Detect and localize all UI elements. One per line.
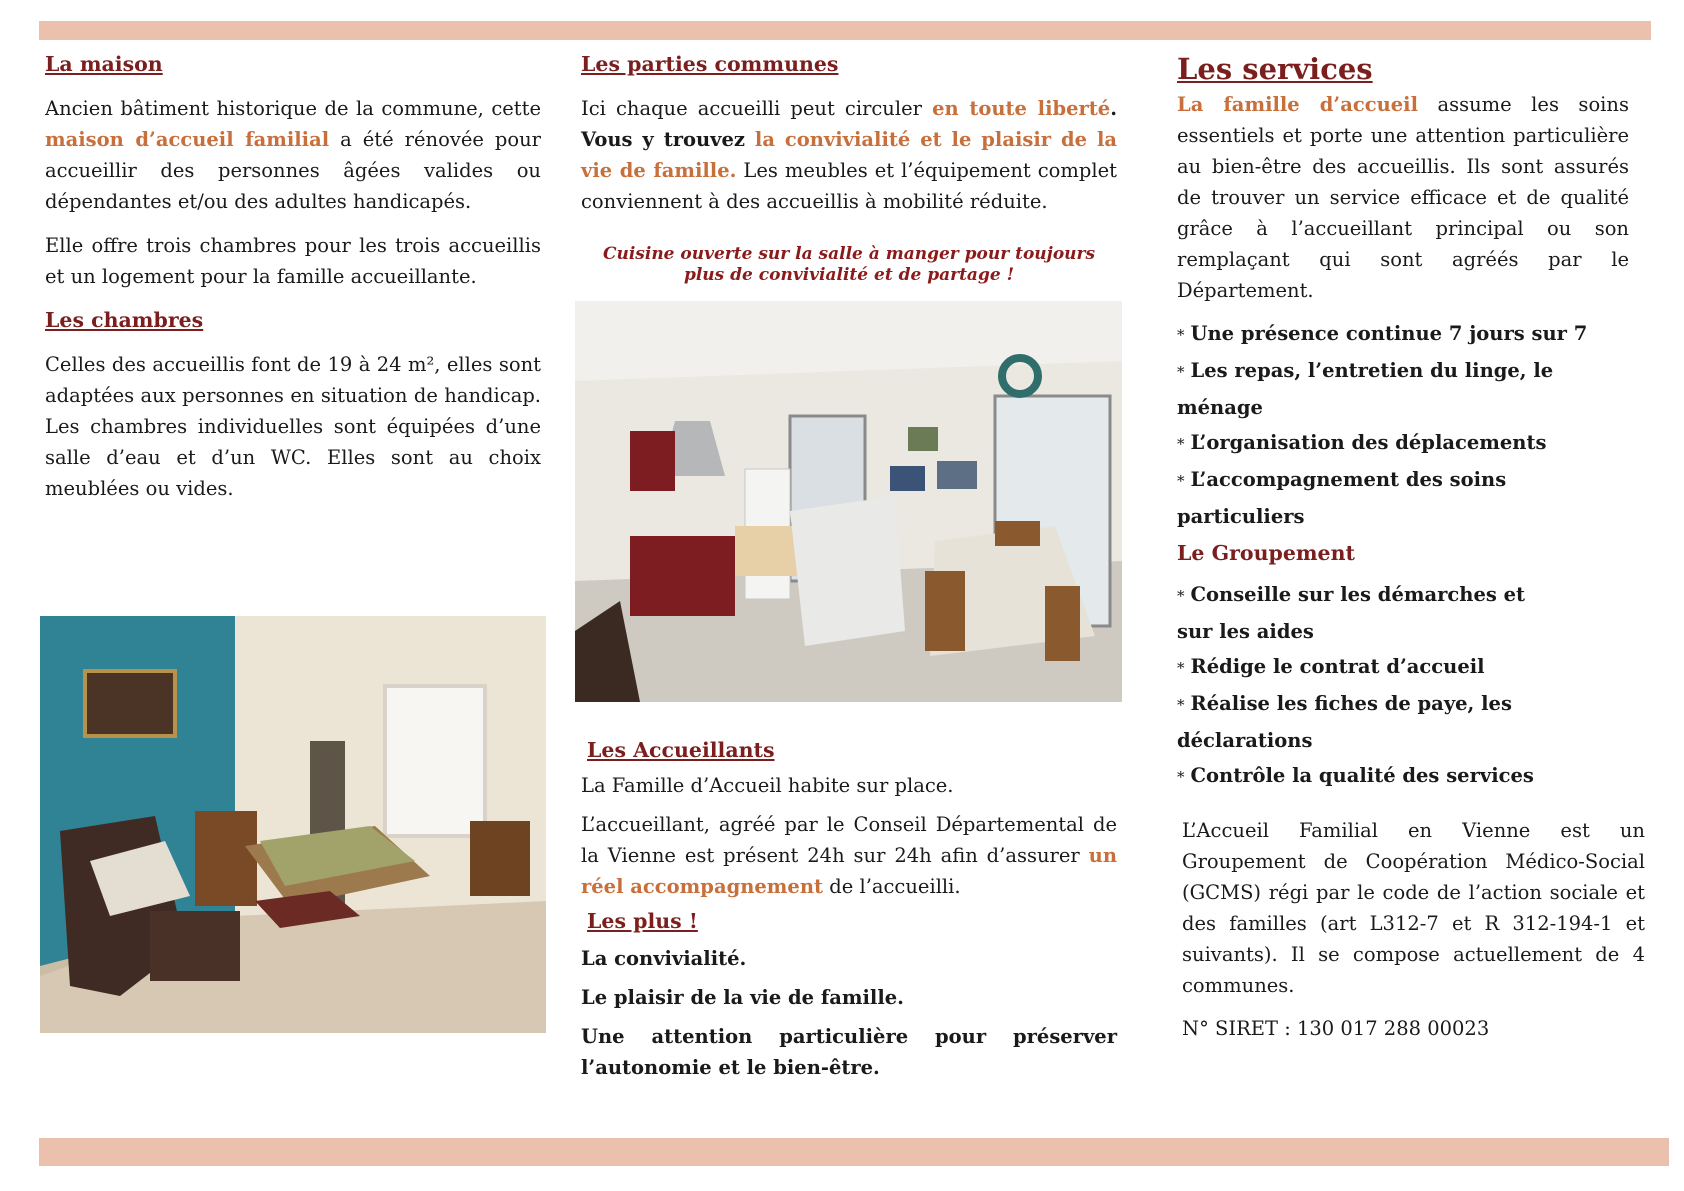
highlight-famille-accueil: La famille d’accueil: [1177, 93, 1418, 116]
service-item: * L’accompagnement des soins particuliers: [1177, 468, 1507, 528]
plus-item-2: Le plaisir de la vie de famille.: [581, 986, 904, 1009]
bedroom-photo: [40, 616, 546, 1033]
chambres-paragraph: Celles des accueillis font de 19 à 24 m², elles sont adaptées aux personnes en situation de handicap. Les chambres individuelles sont équipées d’une salle d’eau et d’un WC. Elles sont au choix meublées ou vides.: [45, 353, 541, 500]
column-maison: [45, 49, 541, 517]
highlight-toute-liberte: en toute liberté: [932, 97, 1111, 120]
heading-le-groupement: Le Groupement: [1177, 541, 1355, 565]
highlight-reel-accompagnement: un réel accompagnement: [581, 844, 1117, 898]
heading-les-chambres: Les chambres: [45, 308, 204, 332]
kitchen-photo: [575, 301, 1122, 702]
heading-les-plus: Les plus !: [587, 909, 698, 933]
service-item: * Les repas, l’entretien du linge, le ménage: [1177, 359, 1554, 419]
column-accueillants: [581, 735, 1117, 1083]
maison-paragraph-2: Elle offre trois chambres pour les trois accueillis et un logement pour la famille accueillante.: [45, 234, 541, 288]
groupement-item: * Rédige le contrat d’accueil: [1177, 655, 1485, 678]
plus-item-1: La convivialité.: [581, 947, 747, 970]
accueillants-paragraph-2: L’accueillant, agréé par le Conseil Départemental de la Vienne est présent 24h sur 24h afin d’assurer un réel accompagnement de l’accueilli.: [581, 813, 1117, 898]
groupement-item: * Contrôle la qualité des services: [1177, 764, 1534, 787]
service-item: * L’organisation des déplacements: [1177, 431, 1547, 454]
highlight-maison-accueil: maison d’accueil familial: [45, 128, 330, 151]
gcms-paragraph: L’Accueil Familial en Vienne est un Groupement de Coopération Médico-Social (GCMS) régi par le code de l’action sociale et des familles (art L312-7 et R 312-194-1 et suivants). Il se compose actuellement de 4 communes.: [1182, 819, 1645, 997]
gcms-info: [1182, 815, 1645, 1044]
plus-item-3: Une attention particulière pour préserver l’autonomie et le bien-être.: [581, 1025, 1117, 1079]
siret-number: N° SIRET : 130 017 288 00023: [1182, 1017, 1490, 1040]
groupement-item: * Réalise les fiches de paye, les déclarations: [1177, 692, 1512, 752]
top-decorative-band: [39, 21, 1651, 40]
accueillants-paragraph-1: La Famille d’Accueil habite sur place.: [581, 774, 954, 797]
services-paragraph: La famille d’accueil assume les soins essentiels et porte une attention particulière au bien-être des accueillis. Ils sont assurés de trouver un service efficace et de qualité grâce à l’accueillant principal ou son remplaçant qui sont agréés par le Département.: [1177, 93, 1629, 302]
bottom-decorative-band: [39, 1138, 1669, 1166]
column-services: [1177, 49, 1629, 795]
groupement-item: * Conseille sur les démarches et sur les aides: [1177, 583, 1526, 643]
heading-les-accueillants: Les Accueillants: [587, 738, 775, 762]
heading-parties-communes: Les parties communes: [581, 52, 839, 76]
maison-paragraph-1: Ancien bâtiment historique de la commune, cette maison d’accueil familial a été rénovée pour accueillir des personnes âgées valides ou dépendantes et/ou des adultes handicapés.: [45, 97, 542, 213]
parties-paragraph: Ici chaque accueilli peut circuler en toute liberté. Vous y trouvez la convivialité et le plaisir de la vie de famille. Les meubles et l’équipement complet conviennent à des accueillis à mobilité réduite.: [581, 97, 1118, 213]
service-item: * Une présence continue 7 jours sur 7: [1177, 322, 1588, 345]
kitchen-caption: Cuisine ouverte sur la salle à manger pour toujours plus de convivialité et de partage !: [602, 244, 1096, 285]
heading-la-maison: La maison: [45, 52, 163, 76]
column-parties-communes: [581, 49, 1117, 217]
heading-les-services: Les services: [1177, 52, 1373, 86]
highlight-convivialite: la convivialité et le plaisir de la vie de famille.: [581, 128, 1117, 182]
